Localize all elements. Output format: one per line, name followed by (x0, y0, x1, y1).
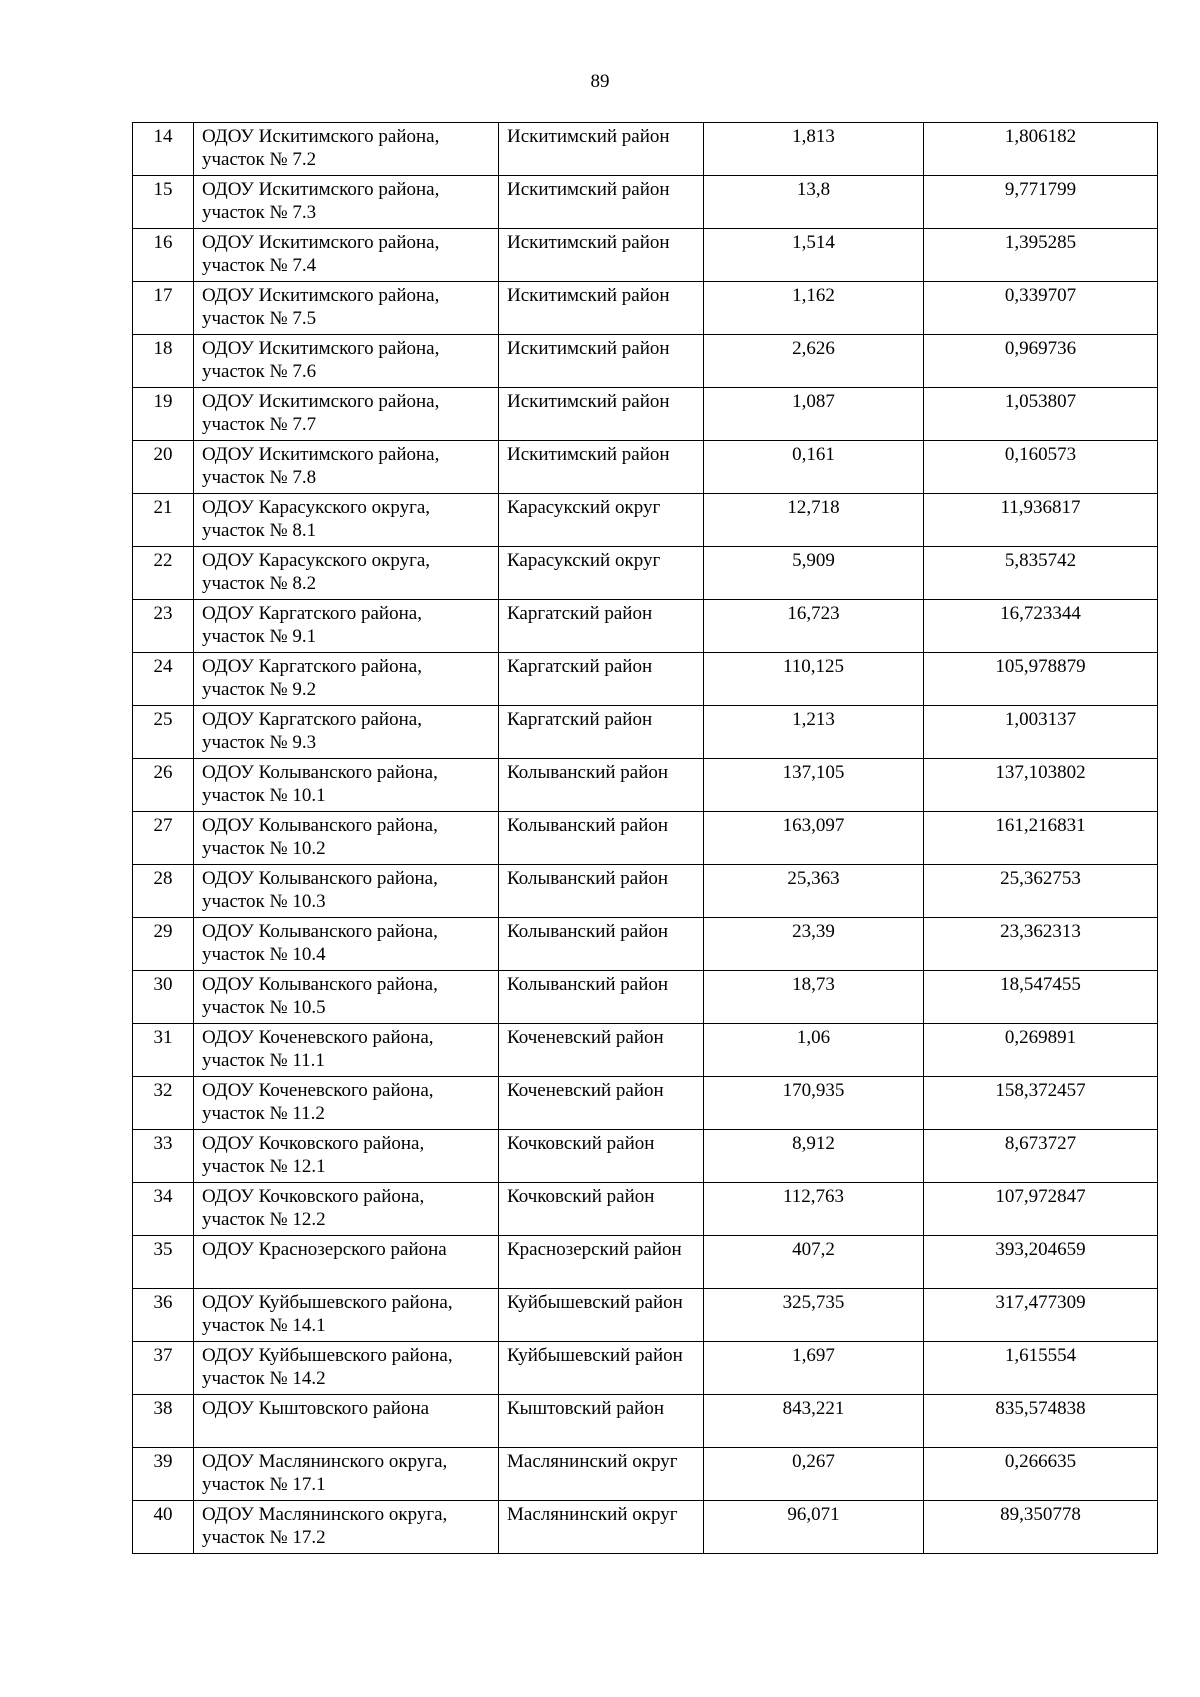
value2-cell: 0,969736 (924, 335, 1158, 388)
site-name-line: участок № 7.8 (202, 467, 317, 488)
table-row (133, 1183, 1158, 1236)
site-name-line: участок № 10.2 (202, 838, 326, 859)
row-number-cell: 15 (133, 176, 194, 229)
value1-cell: 112,763 (704, 1183, 924, 1236)
site-name-line: ОДОУ Карасукского округа, (202, 497, 431, 518)
site-name-cell (194, 547, 499, 600)
site-name-line: ОДОУ Карасукского округа, (202, 550, 431, 571)
site-name-line: участок № 17.2 (202, 1527, 326, 1548)
district-cell: Искитимский район (499, 123, 704, 176)
site-name-line: ОДОУ Каргатского района, (202, 603, 422, 624)
row-number-cell: 26 (133, 759, 194, 812)
site-name-line: ОДОУ Искитимского района, (202, 444, 440, 465)
table-row (133, 388, 1158, 441)
value2-cell: 16,723344 (924, 600, 1158, 653)
site-name-line: ОДОУ Куйбышевского района, (202, 1292, 453, 1313)
table-row (133, 1130, 1158, 1183)
site-name-cell (194, 1236, 499, 1289)
table-row (133, 1077, 1158, 1130)
site-name-line: ОДОУ Колыванского района, (202, 762, 438, 783)
value2-cell: 1,003137 (924, 706, 1158, 759)
site-name-line: участок № 9.1 (202, 626, 317, 647)
site-name-line: ОДОУ Кыштовского района (202, 1398, 430, 1419)
table-row (133, 600, 1158, 653)
district-cell: Искитимский район (499, 335, 704, 388)
value1-cell: 5,909 (704, 547, 924, 600)
site-name-cell (194, 441, 499, 494)
site-name-line: ОДОУ Искитимского района, (202, 391, 440, 412)
row-number-cell: 31 (133, 1024, 194, 1077)
district-cell: Колыванский район (499, 865, 704, 918)
value1-cell: 0,267 (704, 1448, 924, 1501)
site-name-line: участок № 10.3 (202, 891, 326, 912)
site-name-line: участок № 7.7 (202, 414, 317, 435)
district-cell: Куйбышевский район (499, 1342, 704, 1395)
value2-cell: 393,204659 (924, 1236, 1158, 1289)
value1-cell: 407,2 (704, 1236, 924, 1289)
value1-cell: 137,105 (704, 759, 924, 812)
page-number: 89 (590, 71, 610, 92)
table-row (133, 1236, 1158, 1289)
site-name-line: участок № 8.2 (202, 573, 317, 594)
site-name-line: ОДОУ Каргатского района, (202, 709, 422, 730)
district-cell: Карасукский округ (499, 494, 704, 547)
site-name-line: участок № 12.2 (202, 1209, 326, 1230)
value1-cell: 18,73 (704, 971, 924, 1024)
site-name-line: участок № 10.1 (202, 785, 326, 806)
site-name-cell (194, 918, 499, 971)
site-name-cell (194, 759, 499, 812)
district-cell: Каргатский район (499, 600, 704, 653)
site-name-cell (194, 335, 499, 388)
row-number-cell: 29 (133, 918, 194, 971)
value1-cell: 96,071 (704, 1501, 924, 1554)
site-name-cell (194, 1024, 499, 1077)
value2-cell: 0,266635 (924, 1448, 1158, 1501)
site-name-line: участок № 7.3 (202, 202, 317, 223)
site-name-line: ОДОУ Каргатского района, (202, 656, 422, 677)
row-number-cell: 22 (133, 547, 194, 600)
district-cell: Каргатский район (499, 653, 704, 706)
site-name-line: участок № 9.2 (202, 679, 317, 700)
table-row (133, 229, 1158, 282)
value1-cell: 23,39 (704, 918, 924, 971)
district-cell: Каргатский район (499, 706, 704, 759)
site-name-line: участок № 17.1 (202, 1474, 326, 1495)
table-row (133, 653, 1158, 706)
value1-cell: 1,213 (704, 706, 924, 759)
site-name-line: ОДОУ Кочковского района, (202, 1133, 425, 1154)
district-cell: Колыванский район (499, 812, 704, 865)
table-row (133, 812, 1158, 865)
site-name-cell (194, 971, 499, 1024)
value1-cell: 110,125 (704, 653, 924, 706)
value1-cell: 13,8 (704, 176, 924, 229)
value1-cell: 16,723 (704, 600, 924, 653)
row-number-cell: 35 (133, 1236, 194, 1289)
site-name-cell (194, 1289, 499, 1342)
table-row (133, 1342, 1158, 1395)
value1-cell: 12,718 (704, 494, 924, 547)
table-row (133, 547, 1158, 600)
value1-cell: 1,697 (704, 1342, 924, 1395)
site-name-line: ОДОУ Кочковского района, (202, 1186, 425, 1207)
district-cell: Колыванский район (499, 918, 704, 971)
row-number-cell: 23 (133, 600, 194, 653)
site-name-line: ОДОУ Коченевского района, (202, 1027, 434, 1048)
site-name-cell (194, 1183, 499, 1236)
district-cell: Коченевский район (499, 1077, 704, 1130)
site-name-cell (194, 600, 499, 653)
table-row (133, 1448, 1158, 1501)
site-name-cell (194, 229, 499, 282)
district-cell: Кочковский район (499, 1183, 704, 1236)
table-row (133, 1501, 1158, 1554)
district-cell: Куйбышевский район (499, 1289, 704, 1342)
site-name-line: участок № 12.1 (202, 1156, 326, 1177)
site-name-line: участок № 14.2 (202, 1368, 326, 1389)
data-table (132, 122, 1158, 1554)
site-name-cell (194, 812, 499, 865)
site-name-line: ОДОУ Колыванского района, (202, 815, 438, 836)
value1-cell: 170,935 (704, 1077, 924, 1130)
table-row (133, 759, 1158, 812)
site-name-cell (194, 1501, 499, 1554)
site-name-cell (194, 123, 499, 176)
value1-cell: 1,813 (704, 123, 924, 176)
value2-cell: 1,615554 (924, 1342, 1158, 1395)
value2-cell: 8,673727 (924, 1130, 1158, 1183)
site-name-line: участок № 10.5 (202, 997, 326, 1018)
row-number-cell: 20 (133, 441, 194, 494)
row-number-cell: 18 (133, 335, 194, 388)
table-row (133, 123, 1158, 176)
row-number-cell: 21 (133, 494, 194, 547)
table-row (133, 1024, 1158, 1077)
value1-cell: 1,06 (704, 1024, 924, 1077)
value2-cell: 5,835742 (924, 547, 1158, 600)
site-name-line: участок № 7.4 (202, 255, 317, 276)
value2-cell: 161,216831 (924, 812, 1158, 865)
value2-cell: 835,574838 (924, 1395, 1158, 1448)
row-number-cell: 40 (133, 1501, 194, 1554)
site-name-cell (194, 282, 499, 335)
district-cell: Искитимский район (499, 176, 704, 229)
district-cell: Кыштовский район (499, 1395, 704, 1448)
row-number-cell: 19 (133, 388, 194, 441)
site-name-line: ОДОУ Искитимского района, (202, 179, 440, 200)
table-row (133, 494, 1158, 547)
site-name-cell (194, 388, 499, 441)
value1-cell: 25,363 (704, 865, 924, 918)
value2-cell: 0,269891 (924, 1024, 1158, 1077)
site-name-cell (194, 1342, 499, 1395)
row-number-cell: 32 (133, 1077, 194, 1130)
district-cell: Краснозерский район (499, 1236, 704, 1289)
district-cell: Маслянинский округ (499, 1501, 704, 1554)
value1-cell: 325,735 (704, 1289, 924, 1342)
row-number-cell: 28 (133, 865, 194, 918)
table-row (133, 335, 1158, 388)
site-name-line: ОДОУ Колыванского района, (202, 974, 438, 995)
value1-cell: 163,097 (704, 812, 924, 865)
site-name-line: ОДОУ Маслянинского округа, (202, 1504, 448, 1525)
value2-cell: 0,339707 (924, 282, 1158, 335)
value2-cell: 158,372457 (924, 1077, 1158, 1130)
row-number-cell: 33 (133, 1130, 194, 1183)
row-number-cell: 14 (133, 123, 194, 176)
site-name-line: участок № 7.6 (202, 361, 317, 382)
value2-cell: 317,477309 (924, 1289, 1158, 1342)
row-number-cell: 36 (133, 1289, 194, 1342)
site-name-cell (194, 1395, 499, 1448)
site-name-line: ОДОУ Искитимского района, (202, 338, 440, 359)
table-row (133, 176, 1158, 229)
site-name-cell (194, 706, 499, 759)
value2-cell: 0,160573 (924, 441, 1158, 494)
row-number-cell: 30 (133, 971, 194, 1024)
table-row (133, 441, 1158, 494)
table-row (133, 918, 1158, 971)
site-name-line: участок № 11.2 (202, 1103, 325, 1124)
table-row (133, 971, 1158, 1024)
district-cell: Искитимский район (499, 282, 704, 335)
value2-cell: 1,395285 (924, 229, 1158, 282)
site-name-cell (194, 653, 499, 706)
district-cell: Колыванский район (499, 971, 704, 1024)
site-name-line: ОДОУ Искитимского района, (202, 285, 440, 306)
table-row (133, 1289, 1158, 1342)
value1-cell: 1,087 (704, 388, 924, 441)
row-number-cell: 27 (133, 812, 194, 865)
row-number-cell: 37 (133, 1342, 194, 1395)
row-number-cell: 24 (133, 653, 194, 706)
table-row (133, 282, 1158, 335)
table-row (133, 706, 1158, 759)
site-name-line: участок № 8.1 (202, 520, 317, 541)
value1-cell: 2,626 (704, 335, 924, 388)
value2-cell: 18,547455 (924, 971, 1158, 1024)
value2-cell: 1,053807 (924, 388, 1158, 441)
value2-cell: 1,806182 (924, 123, 1158, 176)
site-name-line: ОДОУ Куйбышевского района, (202, 1345, 453, 1366)
row-number-cell: 38 (133, 1395, 194, 1448)
district-cell: Искитимский район (499, 441, 704, 494)
value1-cell: 8,912 (704, 1130, 924, 1183)
site-name-line: участок № 14.1 (202, 1315, 326, 1336)
row-number-cell: 25 (133, 706, 194, 759)
site-name-cell (194, 1448, 499, 1501)
value1-cell: 1,162 (704, 282, 924, 335)
table-body (133, 123, 1158, 1554)
district-cell: Колыванский район (499, 759, 704, 812)
site-name-cell (194, 176, 499, 229)
value2-cell: 89,350778 (924, 1501, 1158, 1554)
site-name-line: ОДОУ Искитимского района, (202, 126, 440, 147)
value2-cell: 11,936817 (924, 494, 1158, 547)
site-name-line: ОДОУ Колыванского района, (202, 868, 438, 889)
site-name-line: участок № 11.1 (202, 1050, 325, 1071)
value1-cell: 0,161 (704, 441, 924, 494)
site-name-line: ОДОУ Краснозерского района (202, 1239, 447, 1260)
site-name-line: ОДОУ Коченевского района, (202, 1080, 434, 1101)
site-name-line: ОДОУ Колыванского района, (202, 921, 438, 942)
value1-cell: 843,221 (704, 1395, 924, 1448)
district-cell: Коченевский район (499, 1024, 704, 1077)
table-row (133, 1395, 1158, 1448)
site-name-cell (194, 1130, 499, 1183)
site-name-line: участок № 7.2 (202, 149, 317, 170)
value1-cell: 1,514 (704, 229, 924, 282)
site-name-line: участок № 10.4 (202, 944, 326, 965)
district-cell: Искитимский район (499, 229, 704, 282)
row-number-cell: 16 (133, 229, 194, 282)
value2-cell: 9,771799 (924, 176, 1158, 229)
site-name-line: участок № 7.5 (202, 308, 317, 329)
site-name-line: ОДОУ Искитимского района, (202, 232, 440, 253)
district-cell: Маслянинский округ (499, 1448, 704, 1501)
row-number-cell: 34 (133, 1183, 194, 1236)
district-cell: Искитимский район (499, 388, 704, 441)
table-row (133, 865, 1158, 918)
value2-cell: 137,103802 (924, 759, 1158, 812)
value2-cell: 107,972847 (924, 1183, 1158, 1236)
site-name-line: участок № 9.3 (202, 732, 317, 753)
row-number-cell: 17 (133, 282, 194, 335)
site-name-cell (194, 1077, 499, 1130)
site-name-line: ОДОУ Маслянинского округа, (202, 1451, 448, 1472)
site-name-cell (194, 865, 499, 918)
value2-cell: 105,978879 (924, 653, 1158, 706)
row-number-cell: 39 (133, 1448, 194, 1501)
district-cell: Кочковский район (499, 1130, 704, 1183)
value2-cell: 23,362313 (924, 918, 1158, 971)
district-cell: Карасукский округ (499, 547, 704, 600)
value2-cell: 25,362753 (924, 865, 1158, 918)
site-name-cell (194, 494, 499, 547)
